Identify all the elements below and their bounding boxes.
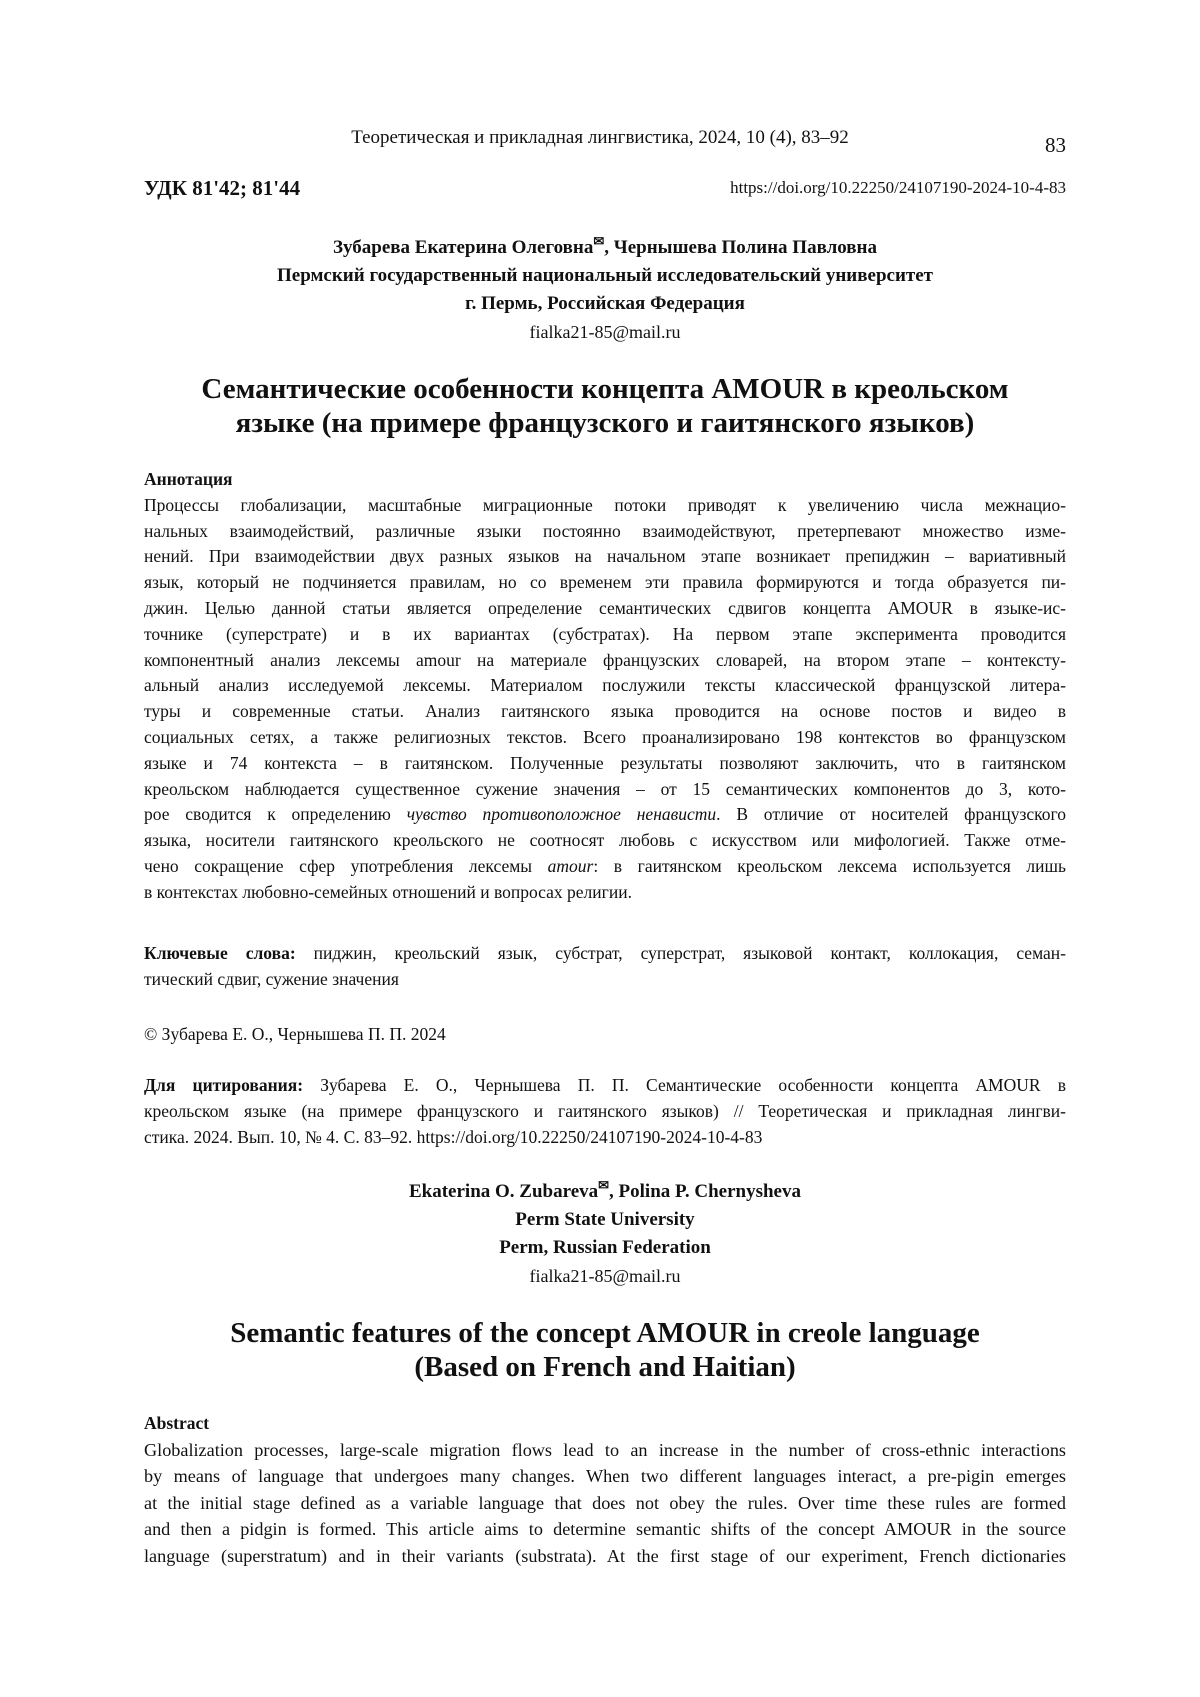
author1-ru: Зубарева Екатерина Олеговна: [333, 237, 593, 258]
abstract-line: language (superstratum) and in their variants (substrata). At the first stage of our experiment, French dictionaries: [144, 1543, 1066, 1570]
author-separator: ,: [604, 237, 614, 258]
annotation-text: рое сводится к определению: [144, 804, 407, 824]
abstract-body: [144, 1437, 1066, 1570]
journal-running-header: Теоретическая и прикладная лингвистика, 2024, 10 (4), 83–92: [0, 127, 1200, 149]
udk-code: УДК 81'42; 81'44: [144, 176, 300, 201]
email-ru[interactable]: fialka21-85@mail.ru: [144, 318, 1066, 346]
citation-line: креольском языке (на примере французского и гаитянского языков) // Теоретическая и прикладная лингви-: [144, 1099, 1066, 1125]
annotation-italic-lexeme: amour: [548, 856, 594, 876]
keywords-body: [144, 941, 1066, 993]
annotation-line: в контекстах любовно-семейных отношений и вопросах религии.: [144, 880, 1066, 906]
annotation-line: нений. При взаимодействии двух разных языков на начальном этапе возникает препиджин – вариативный: [144, 544, 1066, 570]
copyright-notice: © Зубарева Е. О., Чернышева П. П. 2024: [144, 1022, 1066, 1048]
citation-line: [144, 1073, 1066, 1099]
annotation-italic-definition: чувство противоположное ненависти: [407, 804, 716, 824]
keywords-text: пиджин, креольский язык, субстрат, суперстрат, языковой контакт, коллокация, семан-: [296, 943, 1066, 963]
keywords-line: [144, 941, 1066, 967]
title-en-line: Semantic features of the concept AMOUR in creole language: [144, 1316, 1066, 1350]
article-title-ru: [144, 372, 1066, 440]
citation-label: Для цитирования:: [144, 1075, 303, 1095]
authors-line-ru: [144, 234, 1066, 262]
article-page: [0, 0, 1200, 1697]
keywords-line: тический сдвиг, сужение значения: [144, 967, 1066, 993]
author2-ru: Чернышева Полина Павловна: [614, 237, 877, 258]
affiliation-ru: Пермский государственный национальный исследовательский университет: [144, 262, 1066, 290]
annotation-text: : в гаитянском креольском лексема используется лишь: [593, 856, 1066, 876]
annotation-line: Процессы глобализации, масштабные миграционные потоки приводят к увеличению числа межнацио-: [144, 493, 1066, 519]
abstract-line: at the initial stage defined as a variable language that does not obey the rules. Over time these rules are formed: [144, 1490, 1066, 1517]
title-en-line: (Based on French and Haitian): [144, 1350, 1066, 1384]
annotation-line: [144, 802, 1066, 828]
keywords-label: Ключевые слова:: [144, 943, 296, 963]
citation-body: [144, 1073, 1066, 1150]
author2-en: Polina P. Chernysheva: [619, 1181, 801, 1202]
abstract-line: by means of language that undergoes many changes. When two different languages interact, a pre-pigin emerges: [144, 1463, 1066, 1490]
envelope-icon: ✉: [598, 1178, 609, 1193]
author1-en: Ekaterina O. Zubareva: [409, 1181, 598, 1202]
doi-link[interactable]: https://doi.org/10.22250/24107190-2024-10-4-83: [730, 178, 1066, 198]
annotation-text: чено сокращение сфер употребления лексемы: [144, 856, 548, 876]
abstract-line: and then a pidgin is formed. This article aims to determine semantic shifts of the concept AMOUR in the source: [144, 1516, 1066, 1543]
email-en[interactable]: fialka21-85@mail.ru: [144, 1262, 1066, 1290]
title-ru-line: языке (на примере французского и гаитянского языков): [144, 406, 1066, 440]
authors-line-en: [144, 1178, 1066, 1206]
annotation-line: креольском наблюдается существенное сужение значения – от 15 семантических компонентов до 3, кото-: [144, 777, 1066, 803]
city-ru: г. Пермь, Российская Федерация: [144, 290, 1066, 318]
annotation-line: компонентный анализ лексемы amour на материале французских словарей, на втором этапе – контексту-: [144, 648, 1066, 674]
annotation-text: . В отличие от носителей французского: [716, 804, 1066, 824]
annotation-line: языка, носители гаитянского креольского не соотносят любовь с искусством или мифологией. Также отме-: [144, 828, 1066, 854]
envelope-icon: ✉: [593, 234, 604, 249]
page-number: 83: [1045, 133, 1066, 158]
annotation-line: языке и 74 контекста – в гаитянском. Полученные результаты позволяют заключить, что в гаитянском: [144, 751, 1066, 777]
annotation-line: джин. Целью данной статьи является определение семантических сдвигов концепта AMOUR в языке-ис-: [144, 596, 1066, 622]
annotation-line: точнике (суперстрате) и в их вариантах (субстратах). На первом этапе эксперимента проводится: [144, 622, 1066, 648]
affiliation-en: Perm State University: [144, 1206, 1066, 1234]
annotation-line: социальных сетях, а также религиозных текстов. Всего проанализировано 198 контекстов во французском: [144, 725, 1066, 751]
abstract-heading: Abstract: [144, 1411, 1066, 1437]
annotation-line: нальных взаимодействий, различные языки постоянно взаимодействуют, претерпевают множество изме-: [144, 519, 1066, 545]
citation-section: [144, 1073, 1066, 1150]
annotation-line: туры и современные статьи. Анализ гаитянского языка проводится на основе постов и видео в: [144, 699, 1066, 725]
annotation-section: [144, 467, 1066, 906]
citation-line: стика. 2024. Вып. 10, № 4. С. 83–92. https://doi.org/10.22250/24107190-2024-10-4-83: [144, 1125, 1066, 1151]
city-en: Perm, Russian Federation: [144, 1234, 1066, 1262]
keywords-section: [144, 941, 1066, 993]
title-ru-line: Семантические особенности концепта AMOUR в креольском: [144, 372, 1066, 406]
annotation-line: [144, 854, 1066, 880]
annotation-body: [144, 493, 1066, 906]
abstract-line: Globalization processes, large-scale migration flows lead to an increase in the number of cross-ethnic interactions: [144, 1437, 1066, 1464]
author-separator: ,: [609, 1181, 619, 1202]
citation-text: Зубарева Е. О., Чернышева П. П. Семантические особенности концепта AMOUR в: [303, 1075, 1066, 1095]
article-title-en: [144, 1316, 1066, 1384]
authors-block-en: [144, 1178, 1066, 1290]
annotation-line: язык, который не подчиняется правилам, но со временем эти правила формируются и тогда образуется пи-: [144, 570, 1066, 596]
annotation-heading: Аннотация: [144, 467, 1066, 493]
abstract-section: [144, 1411, 1066, 1569]
annotation-line: альный анализ исследуемой лексемы. Материалом послужили тексты классической французской литера-: [144, 673, 1066, 699]
authors-block-ru: [144, 234, 1066, 346]
